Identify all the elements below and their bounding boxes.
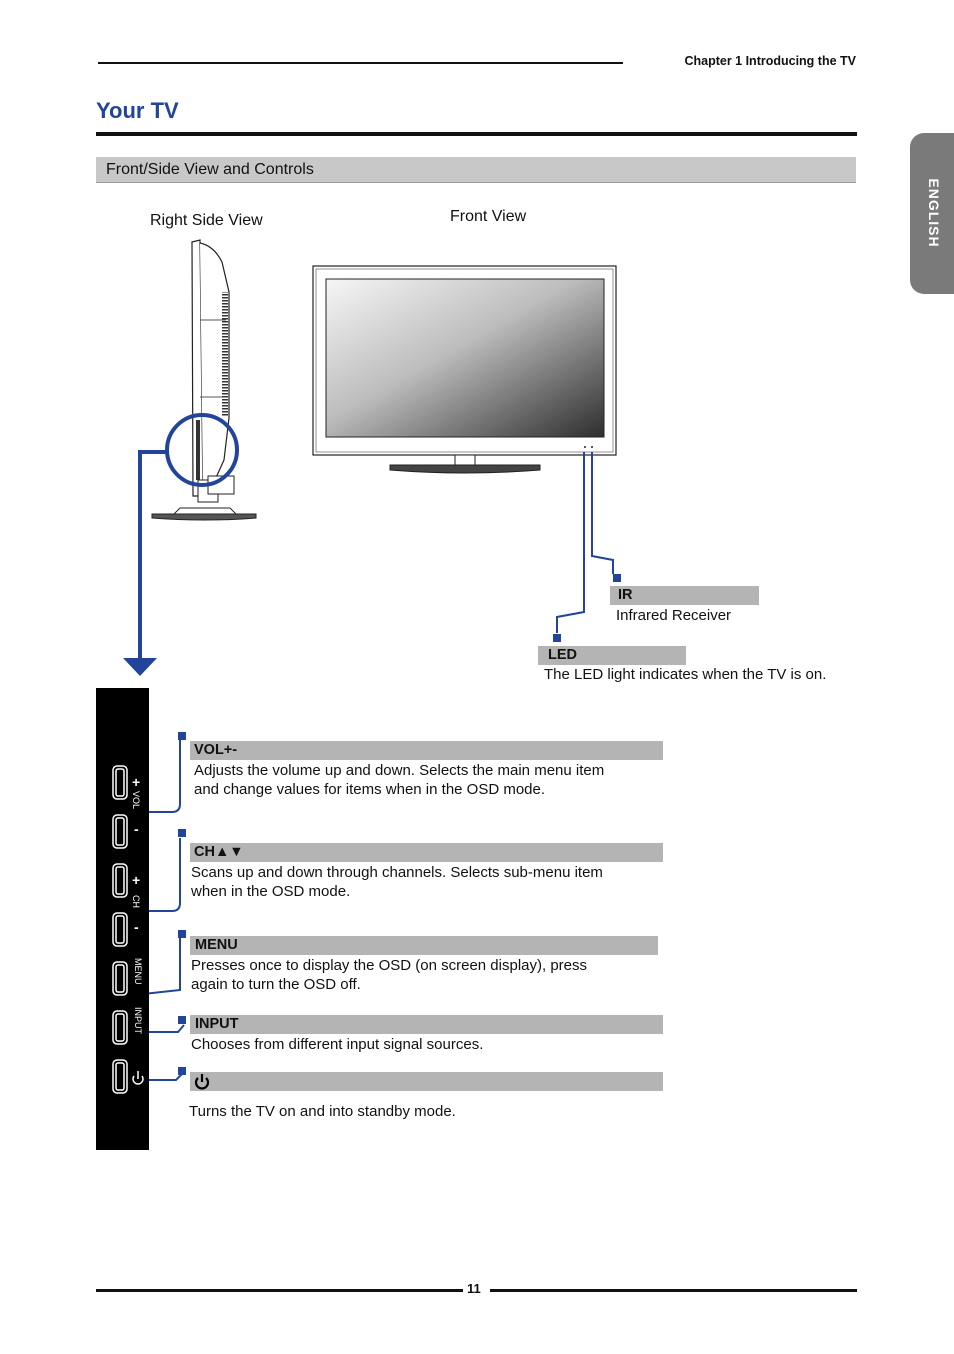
- panel-power-icon: [133, 1071, 143, 1084]
- led-header: [538, 646, 686, 665]
- page-number: 11: [467, 1281, 481, 1296]
- right-side-view-tv: [152, 240, 256, 520]
- vol-minus-key: [113, 815, 127, 848]
- ir-header: [610, 586, 759, 605]
- vol-description-line-2: and change values for items when in the OSD mode.: [194, 781, 546, 798]
- right-side-view-label: Right Side View: [150, 212, 263, 229]
- control-panel: [96, 688, 149, 1150]
- ch-label: CH▲▼: [194, 844, 244, 860]
- panel-label-ch: CH: [131, 895, 141, 908]
- chapter-heading: Chapter 1 Introducing the TV: [684, 54, 856, 68]
- menu-header: [190, 936, 658, 955]
- input-description: Chooses from different input signal sources.: [191, 1036, 484, 1053]
- panel-label-menu: MENU: [133, 958, 143, 985]
- menu-key: [113, 962, 127, 995]
- footer-rule-left: [96, 1289, 463, 1292]
- vol-label: VOL+-: [194, 742, 238, 758]
- ch-plus-key: [113, 864, 127, 897]
- front-leaders: [557, 452, 613, 633]
- ir-description: Infrared Receiver: [616, 607, 732, 624]
- panel-label-ch-minus: -: [134, 919, 139, 935]
- vol-header: [190, 741, 663, 760]
- vol-plus-key: [113, 766, 127, 799]
- panel-label-input: INPUT: [133, 1007, 143, 1034]
- footer-rule-right: [490, 1289, 857, 1292]
- panel-label-vol-minus: -: [134, 821, 139, 837]
- panel-label-vol-plus: +: [132, 774, 141, 790]
- menu-description-line-1: Presses once to display the OSD (on screen display), press: [191, 957, 588, 974]
- power-description: Turns the TV on and into standby mode.: [189, 1103, 456, 1120]
- front-view-label: Front View: [450, 208, 527, 225]
- section-title: Front/Side View and Controls: [106, 161, 314, 178]
- led-label: LED: [548, 647, 577, 663]
- led-description: The LED light indicates when the TV is on.: [544, 666, 827, 683]
- ch-header: [190, 843, 663, 862]
- ch-description-line-1: Scans up and down through channels. Selects sub-menu item: [191, 864, 603, 881]
- menu-label: MENU: [195, 937, 238, 953]
- power-icon: [192, 1072, 212, 1091]
- power-header: [190, 1072, 663, 1091]
- input-header: [190, 1015, 663, 1034]
- ch-minus-key: [113, 913, 127, 946]
- vol-description-line-1: Adjusts the volume up and down. Selects the main menu item: [194, 762, 605, 779]
- ir-label: IR: [618, 587, 633, 603]
- input-label: INPUT: [195, 1016, 239, 1032]
- menu-description-line-2: again to turn the OSD off.: [191, 976, 361, 993]
- page-title: Your TV: [96, 98, 179, 123]
- ch-description-line-2: when in the OSD mode.: [191, 883, 351, 900]
- front-view-tv: [313, 266, 616, 473]
- panel-label-vol: VOL: [131, 791, 141, 810]
- language-tab-label: ENGLISH: [926, 178, 942, 248]
- panel-label-ch-plus: +: [132, 872, 141, 888]
- input-key: [113, 1011, 127, 1044]
- power-key: [113, 1060, 127, 1093]
